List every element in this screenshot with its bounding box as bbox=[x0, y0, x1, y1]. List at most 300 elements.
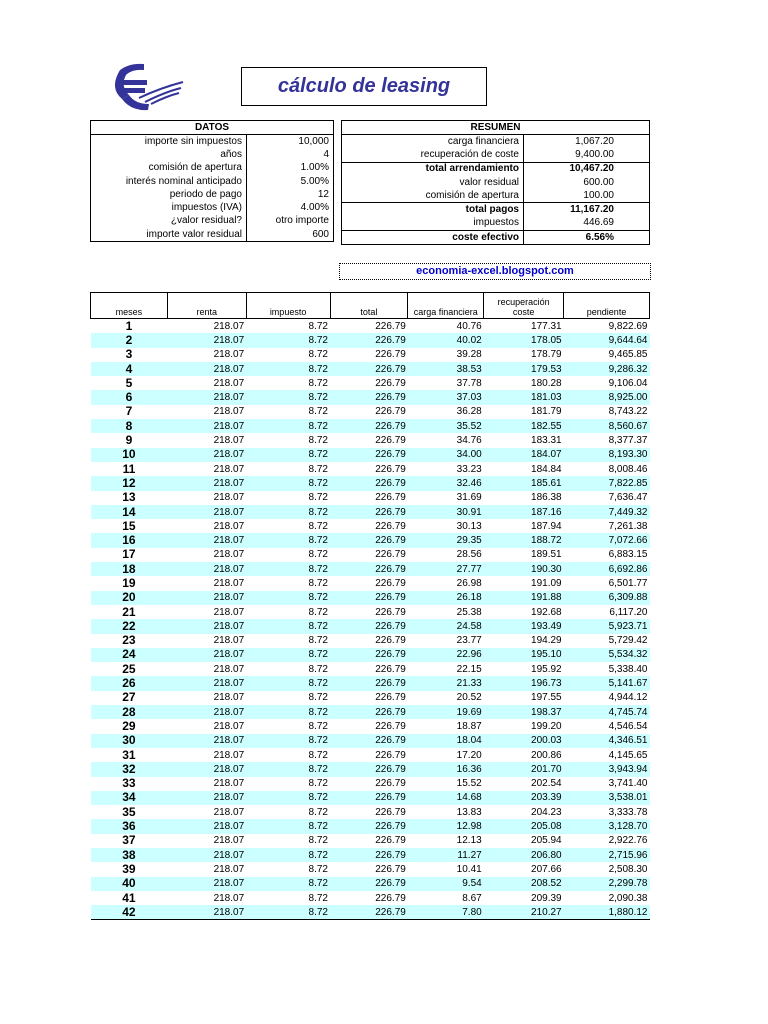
table-cell: 226.79 bbox=[375, 377, 406, 389]
datos-value[interactable]: 4.00% bbox=[247, 201, 334, 214]
table-cell: 226.79 bbox=[330, 762, 408, 776]
table-cell: 195.10 bbox=[484, 648, 564, 662]
table-cell: 37.78 bbox=[456, 377, 482, 389]
table-cell: 5,141.67 bbox=[564, 676, 650, 690]
table-cell: 190.30 bbox=[484, 562, 564, 576]
resumen-value: 10,467.20 bbox=[524, 162, 650, 176]
table-cell: 8.72 bbox=[308, 320, 328, 332]
table-cell: 208.52 bbox=[484, 877, 564, 891]
datos-value[interactable]: 12 bbox=[247, 188, 334, 201]
resumen-value: 11,167.20 bbox=[524, 203, 650, 217]
table-row bbox=[91, 348, 650, 362]
table-cell: 14.68 bbox=[408, 791, 484, 805]
table-cell: 8 bbox=[91, 419, 168, 433]
table-cell: 9,822.69 bbox=[608, 320, 648, 332]
table-cell: 7.80 bbox=[408, 905, 484, 920]
table-cell: 3,538.01 bbox=[564, 791, 650, 805]
table-cell: 14 bbox=[91, 505, 168, 519]
table-cell: 204.23 bbox=[531, 806, 562, 818]
table-cell: 226.79 bbox=[330, 591, 408, 605]
table-cell: 193.49 bbox=[484, 619, 564, 633]
table-cell: 38.53 bbox=[408, 362, 484, 376]
table-cell: 31 bbox=[122, 747, 136, 762]
euro-logo-icon bbox=[115, 58, 185, 113]
datos-value[interactable]: 4 bbox=[247, 148, 334, 161]
table-cell: 9,106.04 bbox=[608, 377, 648, 389]
table-row bbox=[91, 719, 650, 733]
resumen-value: 1,067.20 bbox=[524, 135, 650, 149]
table-cell: 218.07 bbox=[167, 905, 246, 920]
table-cell: 5,534.32 bbox=[564, 648, 650, 662]
table-cell: 4,546.54 bbox=[608, 720, 648, 732]
table-cell: 218.07 bbox=[213, 806, 245, 818]
title-box bbox=[241, 67, 487, 106]
table-cell: 13.83 bbox=[456, 806, 482, 818]
table-cell: 226.79 bbox=[330, 648, 408, 662]
table-cell: 192.68 bbox=[531, 606, 562, 618]
table-cell: 202.54 bbox=[531, 778, 562, 790]
table-cell: 218.07 bbox=[213, 435, 245, 447]
datos-label: interés nominal anticipado bbox=[91, 175, 247, 188]
table-cell: 218.07 bbox=[213, 520, 245, 532]
table-cell: 218.07 bbox=[213, 835, 245, 847]
resumen-label: carga financiera bbox=[342, 135, 524, 149]
datos-value[interactable]: otro importe bbox=[247, 215, 334, 228]
resumen-row bbox=[342, 231, 650, 245]
table-row bbox=[91, 662, 650, 676]
table-cell: 7,822.85 bbox=[564, 476, 650, 490]
table-row bbox=[91, 819, 650, 833]
table-cell: 32 bbox=[91, 762, 168, 776]
table-cell: 4,944.12 bbox=[608, 692, 648, 704]
table-cell: 19 bbox=[122, 575, 136, 590]
table-cell: 218.07 bbox=[213, 492, 245, 504]
table-cell: 218.07 bbox=[213, 863, 245, 875]
table-cell: 22.96 bbox=[408, 648, 484, 662]
table-cell: 6,692.86 bbox=[564, 562, 650, 576]
table-row bbox=[91, 505, 650, 519]
table-cell: 218.07 bbox=[167, 448, 246, 462]
table-cell: 218.07 bbox=[167, 734, 246, 748]
resumen-value: 100.00 bbox=[524, 189, 650, 203]
resumen-label: valor residual bbox=[342, 176, 524, 189]
resumen-row bbox=[342, 189, 650, 203]
table-cell: 181.79 bbox=[531, 406, 562, 418]
table-cell: 226.79 bbox=[330, 419, 408, 433]
table-cell: 187.94 bbox=[531, 520, 562, 532]
table-cell: 218.07 bbox=[167, 476, 246, 490]
table-cell: 218.07 bbox=[213, 663, 245, 675]
table-cell: 21 bbox=[122, 604, 136, 619]
table-cell: 226.79 bbox=[330, 619, 408, 633]
table-cell: 6,501.77 bbox=[608, 577, 648, 589]
resumen-value: 600.00 bbox=[524, 176, 650, 189]
table-cell: 8.72 bbox=[308, 863, 328, 875]
table-cell: 8.72 bbox=[308, 549, 328, 561]
table-cell: 17.20 bbox=[456, 749, 482, 761]
table-row bbox=[91, 476, 650, 490]
table-cell: 8.72 bbox=[246, 591, 330, 605]
table-cell: 7,072.66 bbox=[564, 533, 650, 547]
table-cell: 3,741.40 bbox=[608, 778, 648, 790]
table-cell: 218.07 bbox=[167, 819, 246, 833]
table-cell: 30.91 bbox=[408, 505, 484, 519]
table-cell: 9,644.64 bbox=[564, 333, 650, 347]
table-cell: 36 bbox=[91, 819, 168, 833]
table-cell: 8.72 bbox=[308, 663, 328, 675]
table-row bbox=[91, 462, 650, 476]
table-cell: 20.52 bbox=[456, 692, 482, 704]
datos-row bbox=[91, 215, 334, 228]
table-row bbox=[91, 834, 650, 848]
table-row bbox=[91, 390, 650, 404]
table-cell: 26.18 bbox=[408, 591, 484, 605]
table-cell: 178.05 bbox=[484, 333, 564, 347]
table-cell: 226.79 bbox=[330, 505, 408, 519]
table-cell: 8.72 bbox=[246, 362, 330, 376]
table-cell: 201.70 bbox=[484, 762, 564, 776]
table-cell: 8.72 bbox=[246, 419, 330, 433]
datos-row bbox=[91, 201, 334, 214]
table-row bbox=[91, 548, 650, 562]
table-cell: 8.72 bbox=[246, 476, 330, 490]
table-cell: 8.72 bbox=[308, 349, 328, 361]
table-cell: 7,449.32 bbox=[564, 505, 650, 519]
table-row bbox=[91, 762, 650, 776]
table-cell: 218.07 bbox=[167, 648, 246, 662]
table-cell: 4 bbox=[91, 362, 168, 376]
table-cell: 18.04 bbox=[408, 734, 484, 748]
table-cell: 8.72 bbox=[308, 406, 328, 418]
table-cell: 8.72 bbox=[308, 835, 328, 847]
table-cell: 200.03 bbox=[484, 734, 564, 748]
table-cell: 11 bbox=[122, 461, 136, 476]
table-cell: 226.79 bbox=[330, 676, 408, 690]
table-cell: 6,883.15 bbox=[608, 549, 648, 561]
table-cell: 226.79 bbox=[330, 390, 408, 404]
table-cell: 218.07 bbox=[167, 591, 246, 605]
table-cell: 226.79 bbox=[375, 549, 406, 561]
table-cell: 218.07 bbox=[213, 463, 245, 475]
table-cell: 226.79 bbox=[375, 635, 406, 647]
table-cell: 226.79 bbox=[330, 791, 408, 805]
table-cell: 27.77 bbox=[408, 562, 484, 576]
table-row bbox=[91, 519, 650, 533]
table-cell: 22 bbox=[91, 619, 168, 633]
table-cell: 8,377.37 bbox=[608, 435, 648, 447]
table-cell: 9.54 bbox=[408, 877, 484, 891]
table-cell: 226.79 bbox=[375, 606, 406, 618]
column-header: impuesto bbox=[246, 293, 330, 319]
table-row bbox=[91, 419, 650, 433]
table-cell: 196.73 bbox=[484, 676, 564, 690]
table-cell: 35 bbox=[122, 804, 136, 819]
datos-row bbox=[91, 228, 334, 242]
column-header: recuperación coste bbox=[484, 293, 564, 319]
resumen-row bbox=[342, 135, 650, 149]
table-cell: 3,333.78 bbox=[608, 806, 648, 818]
table-cell: 8.72 bbox=[308, 492, 328, 504]
table-cell: 8.72 bbox=[246, 848, 330, 862]
table-cell: 8.72 bbox=[246, 905, 330, 920]
column-header: pendiente bbox=[564, 293, 650, 319]
table-cell: 8.72 bbox=[246, 562, 330, 576]
table-cell: 191.09 bbox=[531, 577, 562, 589]
table-cell: 9 bbox=[125, 433, 133, 448]
table-cell: 226.79 bbox=[330, 819, 408, 833]
table-cell: 226.79 bbox=[375, 406, 406, 418]
table-cell: 25.38 bbox=[456, 606, 482, 618]
table-cell: 218.07 bbox=[167, 619, 246, 633]
datos-label: años bbox=[91, 148, 247, 161]
table-cell: 12 bbox=[91, 476, 168, 490]
table-cell: 197.55 bbox=[531, 692, 562, 704]
resumen-value: 9,400.00 bbox=[524, 148, 650, 162]
table-cell: 203.39 bbox=[484, 791, 564, 805]
table-cell: 11.27 bbox=[408, 848, 484, 862]
table-cell: 226.79 bbox=[330, 734, 408, 748]
table-cell: 194.29 bbox=[531, 635, 562, 647]
table-cell: 8.72 bbox=[246, 819, 330, 833]
table-row bbox=[91, 905, 650, 920]
table-cell: 8,925.00 bbox=[564, 390, 650, 404]
table-cell: 2 bbox=[91, 333, 168, 347]
table-cell: 23 bbox=[122, 633, 136, 648]
table-cell: 17 bbox=[122, 547, 136, 562]
table-row bbox=[91, 405, 650, 419]
table-cell: 27 bbox=[122, 690, 136, 705]
table-cell: 195.92 bbox=[531, 663, 562, 675]
table-cell: 4,346.51 bbox=[564, 734, 650, 748]
table-cell: 226.79 bbox=[330, 705, 408, 719]
table-cell: 218.07 bbox=[213, 377, 245, 389]
datos-row bbox=[91, 175, 334, 188]
table-cell: 180.28 bbox=[531, 377, 562, 389]
table-cell: 6,117.20 bbox=[609, 606, 648, 618]
blog-link[interactable]: economia-excel.blogspot.com bbox=[339, 263, 651, 280]
table-cell: 38 bbox=[91, 848, 168, 862]
table-cell: 4,745.74 bbox=[564, 705, 650, 719]
table-row bbox=[91, 734, 650, 748]
resumen-label: comisión de apertura bbox=[342, 189, 524, 203]
table-cell: 179.53 bbox=[484, 362, 564, 376]
table-cell: 1 bbox=[125, 318, 133, 333]
resumen-table bbox=[341, 120, 650, 245]
datos-header: DATOS bbox=[91, 121, 334, 135]
table-row bbox=[91, 691, 650, 705]
table-cell: 184.07 bbox=[484, 448, 564, 462]
table-cell: 26.98 bbox=[456, 577, 482, 589]
datos-label: importe valor residual bbox=[91, 228, 247, 242]
table-cell: 226.79 bbox=[330, 562, 408, 576]
resumen-value: 446.69 bbox=[524, 217, 650, 231]
table-cell: 226.79 bbox=[330, 362, 408, 376]
table-cell: 218.07 bbox=[167, 562, 246, 576]
table-row bbox=[91, 791, 650, 805]
table-cell: 33.23 bbox=[456, 463, 482, 475]
table-cell: 218.07 bbox=[213, 635, 245, 647]
table-cell: 37 bbox=[122, 833, 136, 848]
table-cell: 9,286.32 bbox=[564, 362, 650, 376]
table-cell: 8.72 bbox=[246, 505, 330, 519]
table-row bbox=[91, 862, 650, 876]
table-cell: 10 bbox=[91, 448, 168, 462]
resumen-header: RESUMEN bbox=[342, 121, 650, 135]
table-cell: 8.67 bbox=[462, 892, 482, 904]
table-cell: 8.72 bbox=[308, 778, 328, 790]
table-cell: 218.07 bbox=[213, 892, 245, 904]
table-cell: 226.79 bbox=[375, 692, 406, 704]
column-header: total bbox=[330, 293, 408, 319]
table-cell: 8.72 bbox=[246, 734, 330, 748]
table-cell: 24 bbox=[91, 648, 168, 662]
table-cell: 210.27 bbox=[484, 905, 564, 920]
table-cell: 2,299.78 bbox=[564, 877, 650, 891]
table-cell: 8.72 bbox=[246, 676, 330, 690]
table-cell: 34 bbox=[91, 791, 168, 805]
resumen-row bbox=[342, 217, 650, 231]
table-cell: 8.72 bbox=[308, 635, 328, 647]
table-cell: 206.80 bbox=[484, 848, 564, 862]
table-cell: 8.72 bbox=[246, 648, 330, 662]
table-cell: 226.79 bbox=[375, 520, 406, 532]
datos-row bbox=[91, 162, 334, 175]
table-cell: 8.72 bbox=[246, 619, 330, 633]
table-cell: 8.72 bbox=[246, 333, 330, 347]
resumen-row bbox=[342, 203, 650, 217]
table-cell: 226.79 bbox=[375, 863, 406, 875]
table-cell: 8.72 bbox=[308, 463, 328, 475]
table-cell: 205.94 bbox=[531, 835, 562, 847]
table-row bbox=[91, 619, 650, 633]
table-row bbox=[91, 319, 650, 334]
datos-label: impuestos (IVA) bbox=[91, 201, 247, 214]
table-cell: 218.07 bbox=[167, 877, 246, 891]
table-cell: 15 bbox=[122, 518, 136, 533]
table-row bbox=[91, 676, 650, 690]
table-cell: 5 bbox=[125, 375, 133, 390]
table-cell: 226.79 bbox=[375, 463, 406, 475]
table-cell: 4,145.65 bbox=[608, 749, 648, 761]
table-cell: 2,090.38 bbox=[608, 892, 648, 904]
datos-row bbox=[91, 148, 334, 161]
table-cell: 226.79 bbox=[375, 320, 406, 332]
table-cell: 218.07 bbox=[213, 692, 245, 704]
resumen-row bbox=[342, 162, 650, 176]
table-cell: 3 bbox=[125, 347, 133, 362]
table-row bbox=[91, 591, 650, 605]
table-cell: 218.07 bbox=[213, 606, 245, 618]
table-cell: 31.69 bbox=[456, 492, 482, 504]
table-cell: 8,008.46 bbox=[608, 463, 648, 475]
table-cell: 8.72 bbox=[308, 892, 328, 904]
table-cell: 8.72 bbox=[246, 791, 330, 805]
table-cell: 26 bbox=[91, 676, 168, 690]
table-cell: 218.07 bbox=[213, 720, 245, 732]
table-row bbox=[91, 877, 650, 891]
datos-row bbox=[91, 188, 334, 201]
table-cell: 6,309.88 bbox=[564, 591, 650, 605]
resumen-row bbox=[342, 148, 650, 162]
table-cell: 205.08 bbox=[484, 819, 564, 833]
table-cell: 184.84 bbox=[531, 463, 562, 475]
table-cell: 199.20 bbox=[531, 720, 562, 732]
table-cell: 189.51 bbox=[531, 549, 562, 561]
table-cell: 188.72 bbox=[484, 533, 564, 547]
table-cell: 1,880.12 bbox=[564, 905, 650, 920]
table-cell: 218.07 bbox=[213, 320, 245, 332]
table-cell: 186.38 bbox=[531, 492, 562, 504]
table-cell: 34.76 bbox=[456, 435, 482, 447]
table-cell: 6 bbox=[91, 390, 168, 404]
table-cell: 30.13 bbox=[456, 520, 482, 532]
table-cell: 178.79 bbox=[531, 349, 562, 361]
table-cell: 177.31 bbox=[531, 320, 562, 332]
table-cell: 8.72 bbox=[308, 606, 328, 618]
table-cell: 8.72 bbox=[308, 749, 328, 761]
table-cell: 226.79 bbox=[375, 749, 406, 761]
table-cell: 21.33 bbox=[408, 676, 484, 690]
table-cell: 200.86 bbox=[531, 749, 562, 761]
table-cell: 218.07 bbox=[213, 778, 245, 790]
table-cell: 25 bbox=[122, 661, 136, 676]
table-row bbox=[91, 333, 650, 347]
table-cell: 226.79 bbox=[375, 349, 406, 361]
table-cell: 3,943.94 bbox=[564, 762, 650, 776]
datos-label: ¿valor residual? bbox=[91, 215, 247, 228]
table-cell: 218.07 bbox=[167, 419, 246, 433]
resumen-row bbox=[342, 176, 650, 189]
table-cell: 41 bbox=[122, 890, 136, 905]
table-cell: 226.79 bbox=[375, 720, 406, 732]
table-row bbox=[91, 562, 650, 576]
table-cell: 19.69 bbox=[408, 705, 484, 719]
table-cell: 5,729.42 bbox=[608, 635, 648, 647]
table-row bbox=[91, 448, 650, 462]
table-cell: 39.28 bbox=[456, 349, 482, 361]
table-cell: 209.39 bbox=[531, 892, 562, 904]
datos-value[interactable]: 600 bbox=[247, 228, 334, 242]
table-cell: 37.03 bbox=[408, 390, 484, 404]
table-cell: 34.00 bbox=[408, 448, 484, 462]
table-cell: 8,743.22 bbox=[608, 406, 648, 418]
table-cell: 28.56 bbox=[456, 549, 482, 561]
table-cell: 7 bbox=[125, 404, 133, 419]
table-cell: 2,715.96 bbox=[564, 848, 650, 862]
table-cell: 218.07 bbox=[167, 505, 246, 519]
table-cell: 7,636.47 bbox=[608, 492, 648, 504]
table-row bbox=[91, 891, 650, 905]
datos-label: comisión de apertura bbox=[91, 162, 247, 175]
datos-value[interactable]: 5.00% bbox=[247, 175, 334, 188]
resumen-label: coste efectivo bbox=[342, 231, 524, 245]
table-cell: 226.79 bbox=[330, 333, 408, 347]
table-cell: 218.07 bbox=[167, 705, 246, 719]
table-cell: 35.52 bbox=[408, 419, 484, 433]
table-row bbox=[91, 648, 650, 662]
table-cell: 226.79 bbox=[375, 835, 406, 847]
table-row bbox=[91, 376, 650, 390]
table-cell: 226.79 bbox=[375, 663, 406, 675]
datos-value[interactable]: 1.00% bbox=[247, 162, 334, 175]
table-cell: 32.46 bbox=[408, 476, 484, 490]
datos-table bbox=[90, 120, 334, 242]
table-cell: 218.07 bbox=[213, 577, 245, 589]
table-cell: 29.35 bbox=[408, 533, 484, 547]
datos-row bbox=[91, 135, 334, 149]
table-cell: 8.72 bbox=[308, 377, 328, 389]
datos-value[interactable]: 10,000 bbox=[247, 135, 334, 149]
